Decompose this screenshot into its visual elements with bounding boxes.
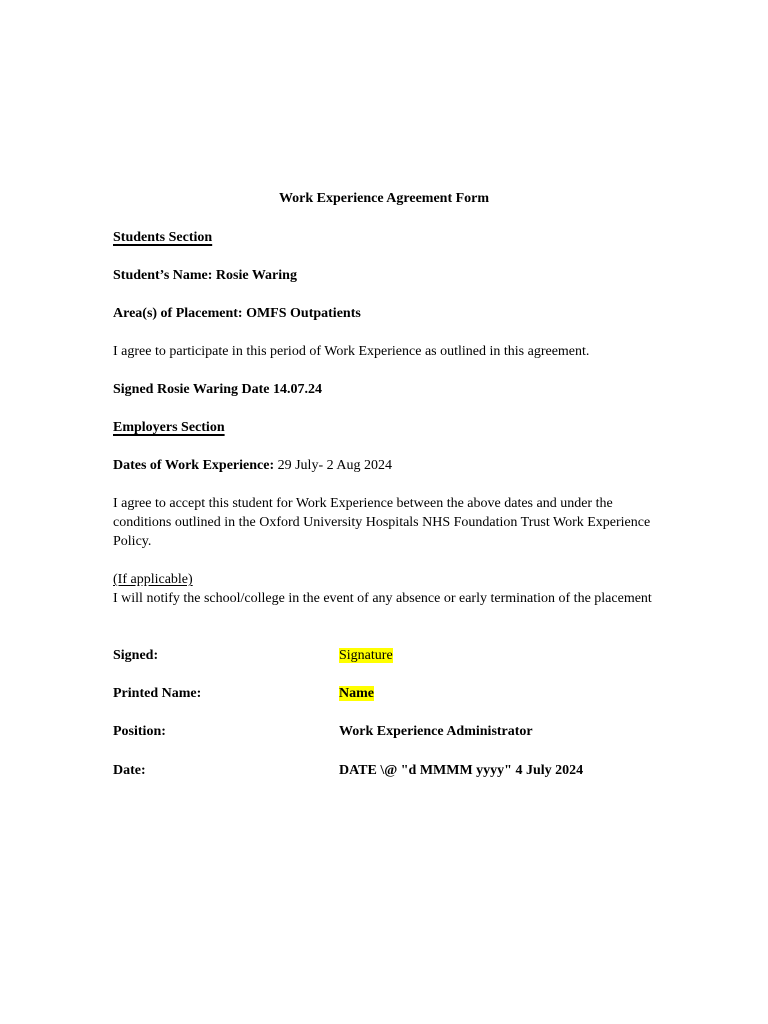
printed-name-value[interactable] (339, 684, 374, 703)
placement-line (113, 304, 361, 323)
placement-label: Area(s) of Placement: (113, 306, 247, 321)
employer-accept-text: I agree to accept this student for Work Experience between the above dates and under the conditions outlined in the Oxford University Hospitals NHS Foundation Trust Work Experience Policy. (113, 496, 651, 549)
position-label: Position: (113, 724, 166, 739)
student-name-label: Student’s Name: (113, 268, 216, 283)
student-name-value: Rosie Waring (215, 268, 297, 283)
notify-text: I will notify the school/college in the event of any absence or early termination of the placement (113, 591, 652, 606)
dates-label: Dates of Work Experience: (113, 458, 275, 473)
signed-label: Signed: (113, 648, 159, 663)
date-label: Date: (113, 763, 146, 778)
date-value: DATE \@ "d MMMM yyyy" 4 July 2024 (339, 763, 584, 778)
student-agreement-text: I agree to participate in this period of Work Experience as outlined in this agreement. (113, 344, 590, 359)
position-value: Work Experience Administrator (339, 724, 533, 739)
name-placeholder[interactable]: Name (339, 686, 374, 701)
signed-value[interactable] (339, 646, 393, 665)
if-applicable-text: (If applicable) (113, 572, 193, 587)
dates-line (113, 456, 392, 475)
students-section-heading: Students Section (113, 230, 213, 245)
form-title: Work Experience Agreement Form (278, 191, 490, 206)
signature-placeholder[interactable]: Signature (339, 648, 393, 663)
dates-value: 29 July- 2 Aug 2024 (274, 458, 392, 473)
placement-value: OMFS Outpatients (246, 306, 361, 321)
employers-section-heading: Employers Section (113, 420, 225, 435)
printed-name-label: Printed Name: (113, 686, 202, 701)
student-name-line (113, 266, 297, 285)
student-signed-line: Signed Rosie Waring Date 14.07.24 (113, 382, 322, 397)
